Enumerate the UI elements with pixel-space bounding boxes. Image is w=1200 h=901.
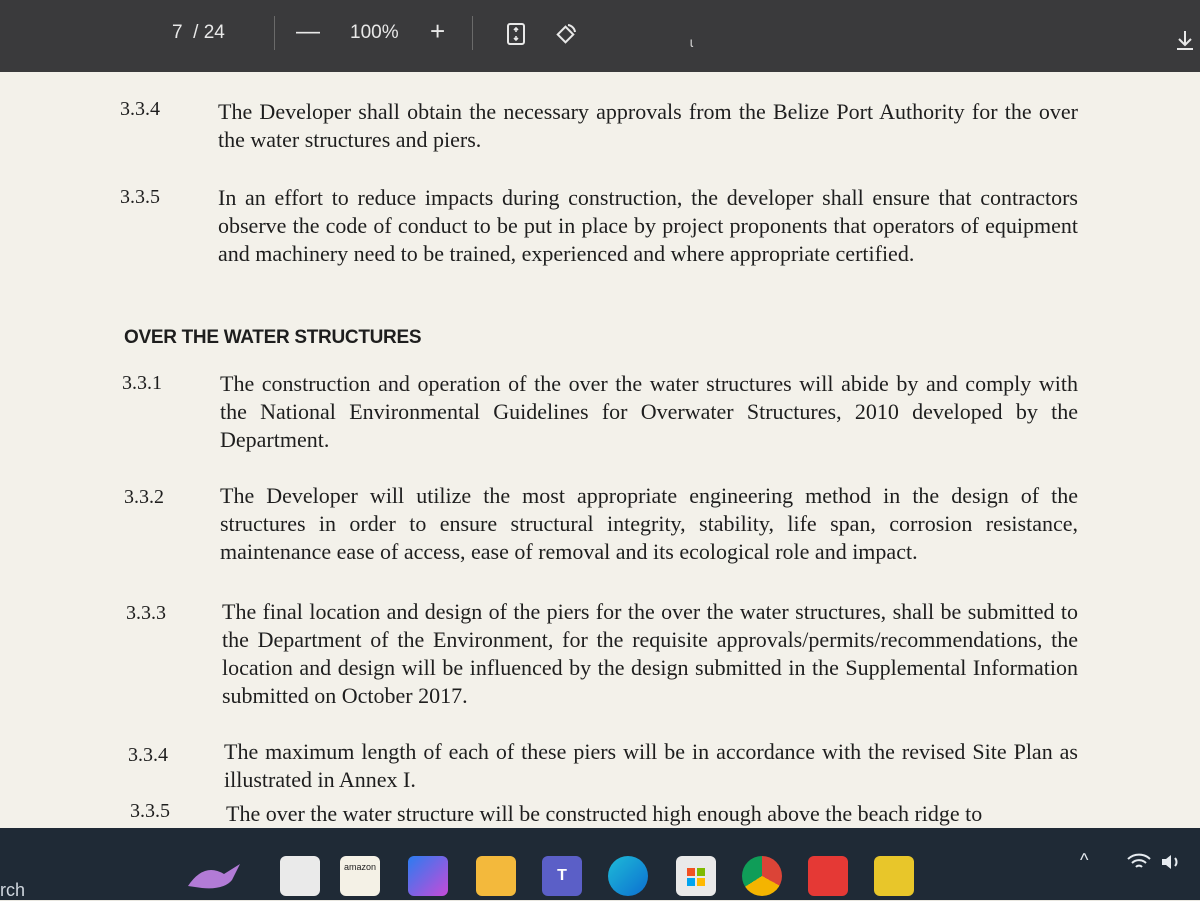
item-number: 3.3.5 — [130, 800, 170, 822]
item-number: 3.3.3 — [126, 602, 166, 624]
item-number: 3.3.4 — [120, 98, 160, 120]
copilot-icon[interactable] — [408, 856, 448, 896]
paragraph: The final location and design of the piers for the over the water structures, shall be submitted to the Department of the Environment, for the requisite approvals/permits/recommendations, the location and design will be influenced by the design submitted in the Supplemental Information submitted on October 2017. — [222, 599, 1078, 708]
amazon-icon[interactable] — [340, 856, 380, 896]
chrome-icon[interactable] — [742, 856, 782, 896]
mouse-cursor-icon: ɩ — [690, 34, 694, 50]
search-box-fragment[interactable]: rch — [0, 880, 26, 900]
pdf-page — [0, 72, 1200, 828]
item-number: 3.3.5 — [120, 186, 160, 208]
item-number: 3.3.2 — [124, 486, 164, 508]
paragraph: The Developer shall obtain the necessary approvals from the Belize Port Authority for the over the water structures and piers. — [218, 99, 1078, 152]
unicorn-app-icon[interactable] — [184, 856, 246, 896]
file-explorer-icon[interactable] — [280, 856, 320, 896]
wifi-icon[interactable] — [1126, 852, 1152, 872]
chevron-up-icon[interactable]: ^ — [1080, 850, 1089, 870]
amazon-label: amazon — [343, 862, 377, 872]
paragraph: In an effort to reduce impacts during construction, the developer shall ensure that contractors observe the code of conduct to be put in place by project proponents that operators of equipment and machinery need to be trained, experienced and where appropriate certified. — [218, 185, 1078, 266]
paragraph: The Developer will utilize the most appropriate engineering method in the design of the structures in order to ensure structural integrity, stability, life span, corrosion resistance, maintenance ease of access, ease of removal and its ecological role and impact. — [220, 483, 1078, 564]
edge-icon[interactable] — [608, 856, 648, 896]
download-icon[interactable] — [1174, 28, 1196, 52]
paragraph: The construction and operation of the over the water structures will abide by and comply with the National Environmental Guidelines for Overwater Structures, 2010 developed by the Department. — [220, 371, 1078, 452]
rotate-icon[interactable] — [554, 22, 578, 46]
teams-icon[interactable]: T — [542, 856, 582, 896]
cloud-app-icon[interactable] — [808, 856, 848, 896]
fit-page-icon[interactable] — [504, 22, 528, 46]
page-indicator[interactable] — [172, 22, 225, 44]
section-heading: OVER THE WATER STRUCTURES — [124, 327, 422, 348]
page-total: / 24 — [193, 22, 225, 43]
taskbar — [0, 828, 1200, 900]
paragraph: The over the water structure will be constructed high enough above the beach ridge to — [226, 801, 983, 826]
item-number: 3.3.4 — [128, 744, 168, 766]
speaker-icon[interactable] — [1160, 852, 1184, 872]
page-current[interactable]: 7 — [172, 22, 183, 43]
zoom-out-button[interactable]: — — [296, 18, 320, 45]
document-content — [0, 72, 1200, 828]
pdf-toolbar — [0, 0, 1200, 72]
settings-app-icon[interactable] — [874, 856, 914, 896]
paragraph: The maximum length of each of these piers will be in accordance with the revised Site Plan as illustrated in Annex I. — [224, 739, 1078, 792]
store-icon[interactable] — [676, 856, 716, 896]
item-number: 3.3.1 — [122, 372, 162, 394]
zoom-level[interactable]: 100% — [350, 22, 399, 43]
zoom-in-button[interactable]: + — [430, 16, 446, 46]
folder-icon[interactable] — [476, 856, 516, 896]
toolbar-divider — [274, 16, 275, 50]
toolbar-divider — [472, 16, 473, 50]
